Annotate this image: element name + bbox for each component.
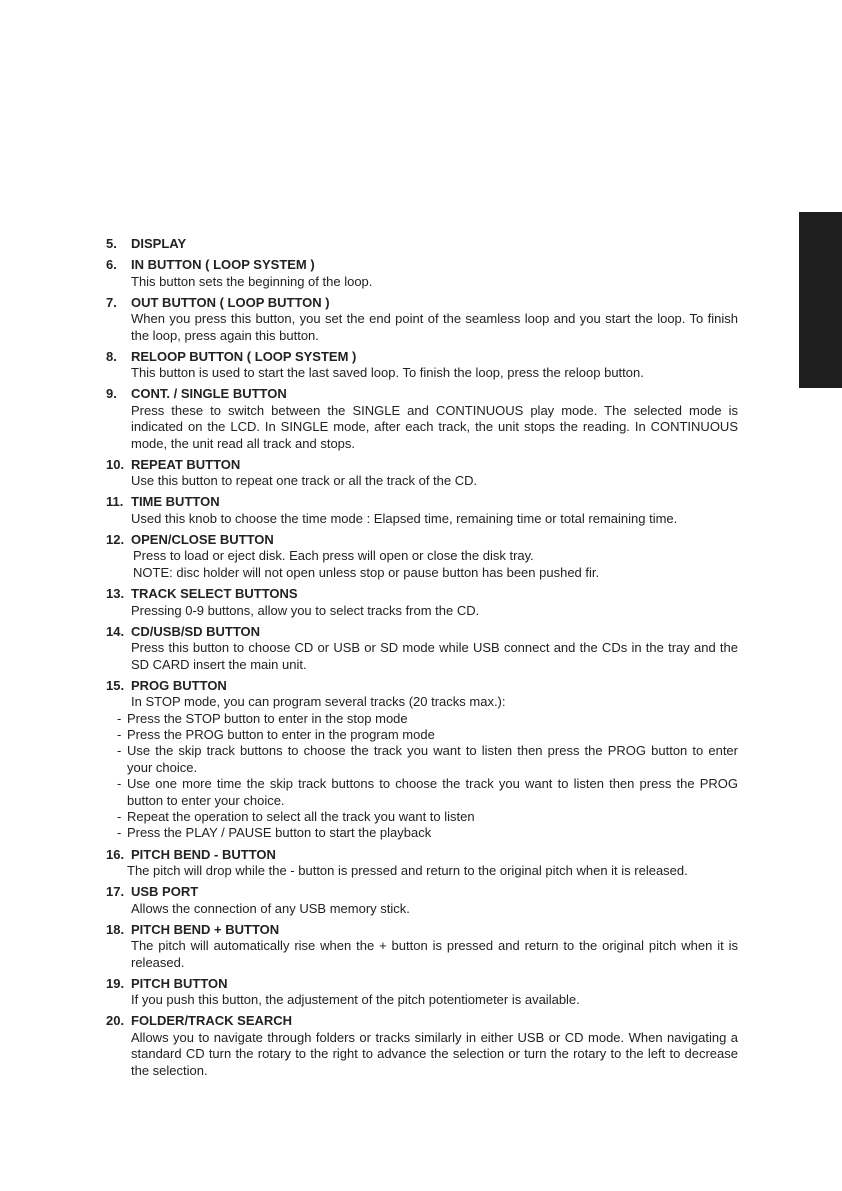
item-heading: CONT. / SINGLE BUTTON (131, 386, 287, 402)
item-heading: DISPLAY (131, 236, 187, 251)
list-item-text: Press the PROG button to enter in the program mode (127, 726, 435, 742)
item-number: 8. (106, 348, 117, 364)
item-reloop-button (106, 349, 738, 382)
list-item-text: Use the skip track buttons to choose the track you want to listen then press the PROG button to enter your choice. (127, 743, 738, 775)
item-heading: CD/USB/SD BUTTON (131, 623, 261, 639)
item-heading: PITCH BEND - BUTTON (131, 846, 276, 862)
item-folder-track-search (106, 1013, 738, 1079)
item-description: This button is used to start the last saved loop. To finish the loop, press the reloop button. (131, 365, 644, 381)
item-heading: IN BUTTON ( LOOP SYSTEM ) (131, 257, 315, 273)
item-description: Press these to switch between the SINGLE and CONTINUOUS play mode. The selected mode is indicated on the LCD. In SINGLE mode, after each track, the unit stops the reading. In CONTINUOUS mode, the unit read all track and stops. (131, 402, 738, 451)
item-heading: OPEN/CLOSE BUTTON (131, 532, 274, 548)
list-item (117, 776, 738, 809)
item-number: 15. (106, 677, 125, 693)
list-item-text: Press the STOP button to enter in the stop mode (127, 710, 408, 726)
item-heading: TRACK SELECT BUTTONS (131, 586, 298, 602)
item-heading: USB PORT (131, 884, 199, 900)
item-number: 11. (106, 494, 124, 510)
item-pitch-bend-minus-button (106, 847, 738, 880)
item-number: 7. (106, 294, 117, 310)
item-description: This button sets the beginning of the loop. (131, 273, 373, 289)
item-number: 9. (106, 386, 117, 402)
item-description: Press to load or eject disk. Each press will open or close the disk tray. (133, 548, 534, 564)
item-number: 14. (106, 623, 125, 639)
bullet-dash: - (117, 710, 122, 726)
item-description: Allows you to navigate through folders or tracks similarly in either USB or CD mode. When navigating a standard CD turn the rotary to the right to advance the selection or turn the rotary to the left to decrease the selection. (131, 1029, 738, 1078)
item-description: Allows the connection of any USB memory stick. (131, 900, 410, 916)
item-open-close-button (106, 532, 738, 581)
list-item (117, 825, 738, 841)
item-in-button (106, 257, 738, 290)
item-description: The pitch will drop while the - button is pressed and return to the original pitch when it is released. (127, 862, 688, 878)
item-usb-port (106, 884, 738, 917)
item-track-select-buttons (106, 586, 738, 619)
item-number: 18. (106, 921, 125, 937)
item-display (106, 236, 738, 252)
list-item-text: Press the PLAY / PAUSE button to start the playback (127, 825, 432, 841)
item-note: NOTE: disc holder will not open unless stop or pause button has been pushed fir. (133, 564, 600, 580)
bullet-dash: - (117, 726, 122, 742)
item-cd-usb-sd-button (106, 624, 738, 673)
bullet-dash: - (117, 808, 122, 824)
item-number: 6. (106, 257, 117, 273)
manual-content (106, 236, 738, 1084)
item-description: Press this button to choose CD or USB or SD mode while USB connect and the CDs in the tray and the SD CARD insert the main unit. (131, 640, 738, 672)
bullet-dash: - (117, 776, 122, 792)
item-prog-button (106, 678, 738, 842)
list-item-text: Repeat the operation to select all the track you want to listen (127, 808, 475, 824)
side-tab-marker (799, 212, 842, 388)
item-repeat-button (106, 457, 738, 490)
item-cont-single-button (106, 386, 738, 452)
item-number: 17. (106, 884, 125, 900)
item-number: 12. (106, 532, 125, 548)
item-pitch-bend-plus-button (106, 922, 738, 971)
item-number: 16. (106, 846, 125, 862)
item-description: In STOP mode, you can program several tracks (20 tracks max.): (131, 694, 506, 710)
item-number: 10. (106, 456, 125, 472)
item-description: Pressing 0-9 buttons, allow you to select tracks from the CD. (131, 602, 480, 618)
item-number: 19. (106, 975, 125, 991)
item-description: When you press this button, you set the end point of the seamless loop and you start the loop. To finish the loop, press again this button. (131, 311, 738, 343)
item-out-button (106, 295, 738, 344)
item-pitch-button (106, 976, 738, 1009)
item-time-button (106, 494, 738, 527)
item-heading: TIME BUTTON (131, 494, 220, 510)
list-item (117, 743, 738, 776)
item-heading: PITCH BUTTON (131, 975, 228, 991)
list-item-text: Use one more time the skip track buttons to choose the track you want to listen then press the PROG button to enter your choice. (127, 776, 738, 808)
item-number: 5. (106, 236, 117, 251)
item-heading: PROG BUTTON (131, 677, 227, 693)
item-heading: PITCH BEND + BUTTON (131, 921, 280, 937)
item-number: 20. (106, 1013, 125, 1029)
list-item (117, 727, 738, 743)
list-item (117, 809, 738, 825)
bullet-dash: - (117, 825, 122, 841)
item-description: The pitch will automatically rise when the + button is pressed and return to the original pitch when it is released. (131, 938, 738, 970)
item-number: 13. (106, 586, 125, 602)
item-heading: REPEAT BUTTON (131, 456, 241, 472)
item-description: Use this button to repeat one track or all the track of the CD. (131, 473, 478, 489)
item-heading: OUT BUTTON ( LOOP BUTTON ) (131, 294, 330, 310)
item-heading: RELOOP BUTTON ( LOOP SYSTEM ) (131, 348, 357, 364)
item-description: If you push this button, the adjustement of the pitch potentiometer is available. (131, 992, 580, 1008)
item-description: Used this knob to choose the time mode : Elapsed time, remaining time or total remaining time. (131, 510, 678, 526)
item-heading: FOLDER/TRACK SEARCH (131, 1013, 293, 1029)
bullet-dash: - (117, 743, 122, 759)
list-item (117, 711, 738, 727)
